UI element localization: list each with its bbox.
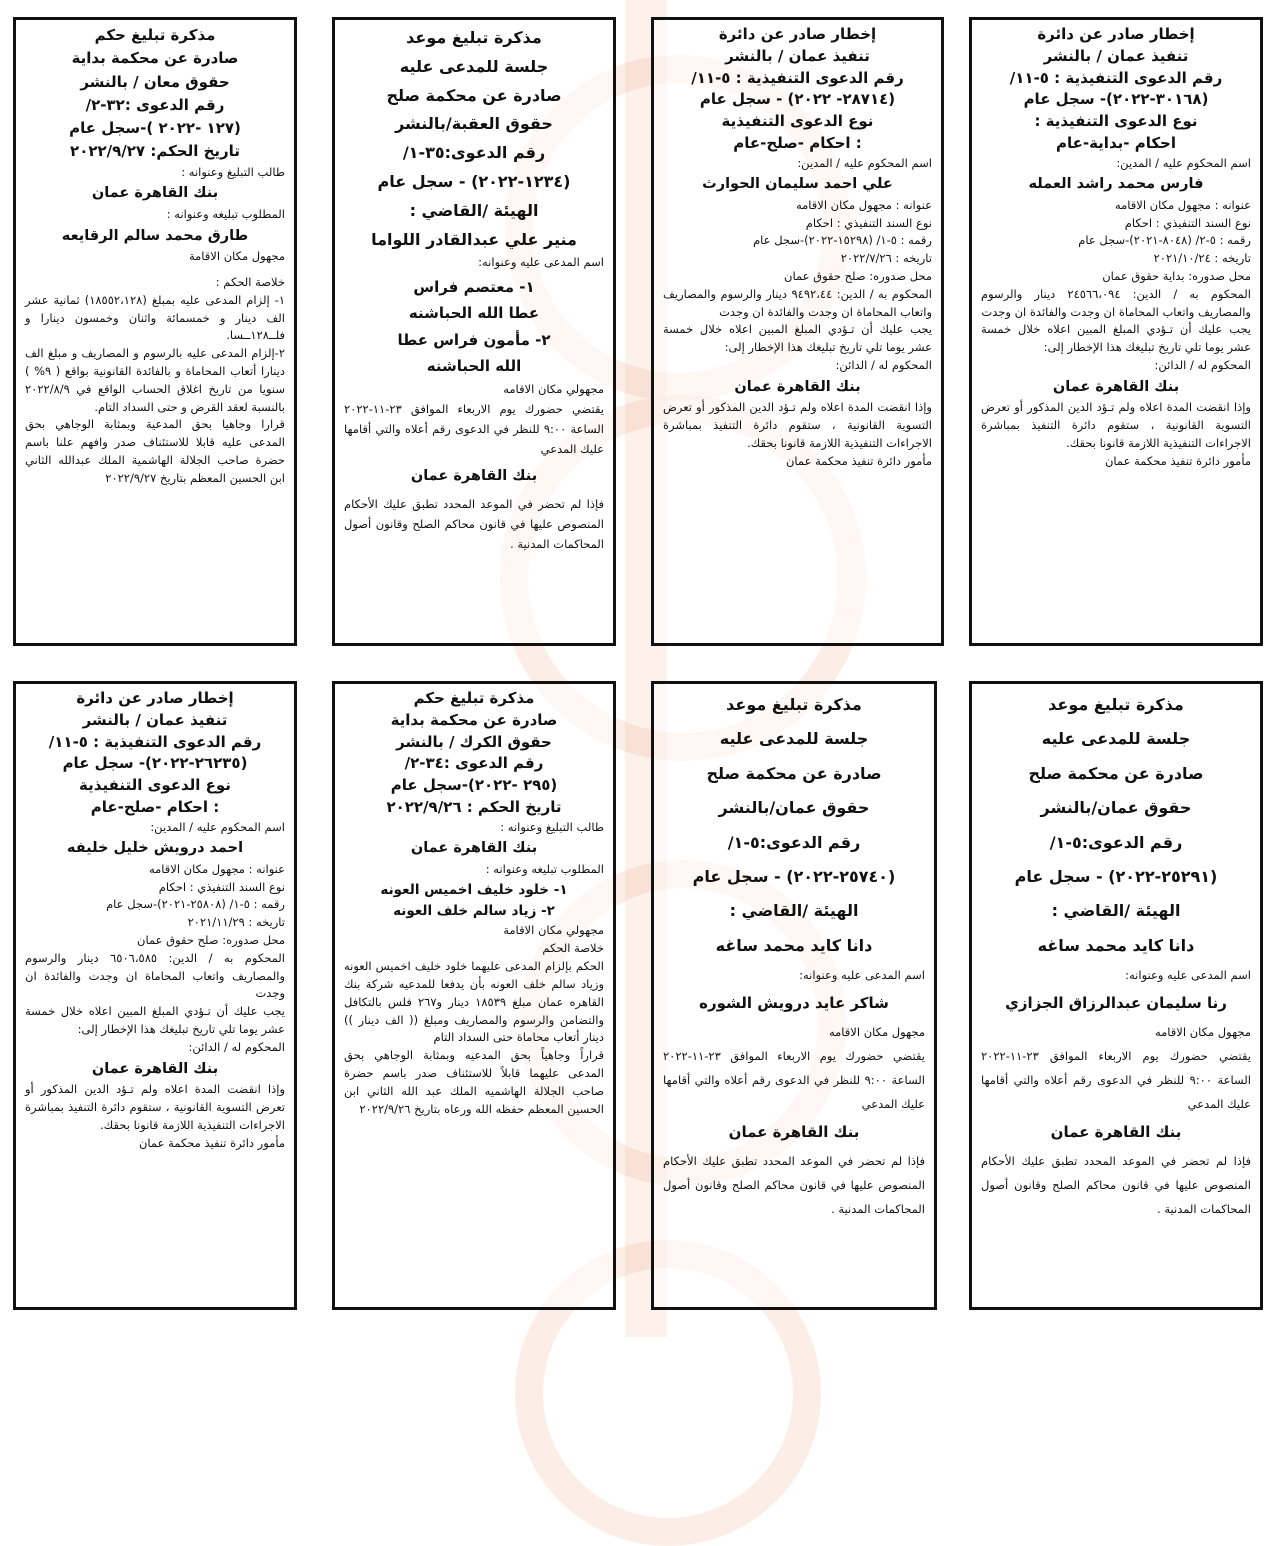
notice-heading: مذكرة تبليغ موعد جلسة للمدعى عليه صادرة عن محكمة صلح حقوق عمان/بالنشر رقم الدعوى:٥-١/ (٢٥٢٩١-٢٠٢٢) - سجل عام الهيئة /القاضي : دانا كايد محمد ساغه: [1014, 695, 1218, 955]
residence: مجهولي مكان الاقامه: [503, 382, 604, 397]
address: عنوانه : مجهول مكان الاقامه: [795, 197, 932, 212]
document-type: نوع السند التنفيذي : احكام: [158, 879, 285, 894]
debtor-label: اسم المحكوم عليه / المدين:: [797, 155, 932, 170]
plaintiff-name: بنك القاهرة عمان: [728, 1123, 860, 1142]
hearing-notice-panel: [969, 681, 1263, 1310]
document-date: تاريخه : ٢٠٢١/١١/٢٩: [187, 915, 285, 930]
document-date: تاريخه : ٢٠٢٢/٧/٢٦: [840, 251, 932, 266]
residence: مجهول مكان الاقامه: [1154, 1024, 1251, 1039]
warning-text: وإذا انقضت المدة اعلاه ولم تـؤد الدين المذكور أو تعرض التسوية القانونية ، ستقوم دائرة التنفيذ بمباشرة الاجراءات التنفيذية اللازمة قانونا بحقك.: [25, 1082, 285, 1132]
document-number: رقمه : ٥-١/ (٢٥٨٠٨-٢٠٢١)-سجل عام: [106, 897, 285, 912]
officer-signature: مأمور دائرة تنفيذ محكمة عمان: [1104, 453, 1251, 468]
creditor-label: المحكوم له / الدائن:: [1154, 358, 1251, 373]
requester-label: طالب التبليغ وعنوانه :: [500, 819, 604, 834]
closing-text: فإذا لم تحضر في الموعد المحدد تطبق عليك الأحكام المنصوص عليها في قانون محاكم الصلح وقانون أصول المحاكمات المدنية .: [663, 1153, 925, 1217]
hearing-text: يقتضي حضورك يوم الاربعاء الموافق ٢٣-١١-٢٠٢٢ الساعة ٩:٠٠ للنظر في الدعوى رقم أعلاه والتي أقامها عليك المدعي: [981, 1048, 1251, 1112]
issuing-court: محل صدوره: صلح حقوق عمان: [784, 269, 932, 284]
amount-text: المحكوم به / الدين: ٦٥٠٦،٥٨٥ دينار والرسوم والمصاريف واتعاب المحاماة ان وجدت والفائدة ان وجدت: [25, 950, 285, 1001]
defendant-label: اسم المدعى عليه وعنوانه:: [799, 968, 925, 983]
target-label: المطلوب تبليغه وعنوانه :: [166, 206, 285, 221]
defendant-names: ١- معتصم فراس عطا الله الحباشنه ٢- مأمون فراس عطا الله الحباشنه: [397, 278, 551, 375]
defendant-name: رنا سليمان عبدالرزاق الجزازي: [1005, 994, 1227, 1013]
verdict-text: قرارا وجاهيا بحق المدعية وبمثابة الوجاهي بحق المدعى عليه قابلا للاستئناف صدر وافهم علنا باسم حضرة صاحب الجلالة الهاشمية الملك عبدالله الثاني ابن الحسين المعظم بتاريخ ٢٠٢٢/٩/٢٧: [25, 417, 285, 485]
summary-text: الحكم بإلزام المدعى عليهما خلود خليف اخميس العونه وزياد سالم خلف العونه بأن يدفعا للمدعيه شركة بنك القاهره عمان مبلغ ١٨٥٣٩ دينار و٢٦٧ فلس بالتكافل والتضامن والرسوم والمصاريف ومبلغ (( الف دينار )) دينار أتعاب محاماة حتى السداد التام: [344, 959, 604, 1045]
document-number: رقمه : ٥-٢/ (٨٠٤٨-٢٠٢١)-سجل عام: [1078, 233, 1251, 248]
target-name: طارق محمد سالم الرقايعه: [61, 227, 249, 244]
debtor-name: علي احمد سليمان الحوارث: [702, 176, 893, 193]
target-names: ١- خلود خليف اخميس العونه ٢- زياد سالم خلف العونه: [380, 881, 568, 919]
execution-notice-panel: [969, 17, 1263, 646]
document-type: نوع السند التنفيذي : احكام: [805, 215, 932, 230]
notice-heading: مذكرة تبليغ موعد جلسة للمدعى عليه صادرة عن محكمة صلح حقوق عمان/بالنشر رقم الدعوى:٥-١/ (٢٥٧٤٠-٢٠٢٢) - سجل عام الهيئة /القاضي : دانا كايد محمد ساغه: [692, 695, 896, 955]
debtor-label: اسم المحكوم عليه / المدين:: [1116, 155, 1251, 170]
notice-heading: مذكرة تبليغ حكم صادرة عن محكمة بداية حقوق الكرك / بالنشر رقم الدعوى :٣٤-٢/ (٢٩٥ -٢٠٢٢)-سجل عام تاريخ الحكم : ٢٠٢٢/٩/٢٦: [386, 689, 562, 816]
execution-notice-panel: [13, 681, 297, 1310]
officer-signature: مأمور دائرة تنفيذ محكمة عمان: [785, 453, 932, 468]
residence: مجهولي مكان الاقامة: [503, 923, 604, 938]
document-date: تاريخه : ٢٠٢١/١٠/٢٤: [1153, 251, 1251, 266]
officer-signature: مأمور دائرة تنفيذ محكمة عمان: [138, 1135, 285, 1150]
hearing-text: يقتضي حضورك يوم الاربعاء الموافق ٢٣-١١-٢٠٢٢ الساعة ٩:٠٠ للنظر في الدعوى رقم أعلاه والتي أقامها عليك المدعي: [344, 402, 604, 457]
notice-heading: إخطار صادر عن دائرة تنفيذ عمان / بالنشر رقم الدعوى التنفيذية : ٥-١١/ (٢٨٧١٤- ٢٠٢٢) - سجل عام نوع الدعوى التنفيذية : احكام -صلح-عام: [691, 25, 904, 152]
judgment-notice-panel: [332, 681, 616, 1310]
warning-text: وإذا انقضت المدة اعلاه ولم تـؤد الدين المذكور أو تعرض التسوية القانونية ، ستقوم دائرة التنفيذ بمباشرة الاجراءات التنفيذية اللازمة قانونا بحقك.: [981, 400, 1251, 450]
notice-heading: إخطار صادر عن دائرة تنفيذ عمان / بالنشر رقم الدعوى التنفيذية : ٥-١١/ (٢٦٢٣٥-٢٠٢٢)- سجل عام نوع الدعوى التنفيذية : احكام -صلح-عام: [48, 689, 262, 816]
amount-text: المحكوم به / الدين: ٢٤٥٦٦،٠٩٤ دينار والرسوم والمصاريف واتعاب المحاماة ان وجدت والفائدة ان وجدت: [981, 286, 1251, 319]
requester-name: بنك القاهرة عمان: [91, 185, 219, 202]
document-number: رقمه : ٥-١/ (١٥٢٩٨-٢٠٢٢)-سجل عام: [753, 233, 932, 248]
plaintiff-name: بنك القاهرة عمان: [410, 468, 538, 485]
warning-text: وإذا انقضت المدة اعلاه ولم تـؤد الدين المذكور أو تعرض التسوية القانونية ، ستقوم دائرة التنفيذ بمباشرة الاجراءات التنفيذية اللازمة قانونا بحقك.: [663, 400, 932, 450]
payment-instruction: يجب عليك أن تـؤدي المبلغ المبين اعلاه خلال خمسة عشر يوما تلي تاريخ تبليغك هذا الإخطار إلى:: [25, 1004, 285, 1037]
residence: مجهول مكان الاقامة: [188, 249, 285, 264]
plaintiff-name: بنك القاهرة عمان: [1050, 1123, 1182, 1142]
summary-label: خلاصة الحكم: [542, 941, 604, 956]
debtor-label: اسم المحكوم عليه / المدين:: [150, 819, 285, 834]
address: عنوانه : مجهول مكان الاقامه: [1114, 197, 1251, 212]
payment-instruction: يجب عليك أن تـؤدي المبلغ المبين اعلاه خلال خمسة عشر يوما تلي تاريخ تبليغك هذا الإخطار إلى:: [663, 322, 932, 355]
document-type: نوع السند التنفيذي : احكام: [1124, 215, 1251, 230]
amount-text: المحكوم به / الدين: ٩٤٩٢،٤٤ دينار والرسوم والمصاريف واتعاب المحاماة ان وجدت والفائدة ان وجدت: [663, 286, 932, 319]
closing-text: فإذا لم تحضر في الموعد المحدد تطبق عليك الأحكام المنصوص عليها في قانون محاكم الصلح وقانون أصول المحاكمات المدنية .: [344, 496, 604, 552]
requester-name: بنك القاهرة عمان: [410, 840, 538, 857]
summary-item-2: ٢-إلزام المدعى عليه بالرسوم و المصاريف و مبلغ الف دينارا أتعاب المحاماة و بالفائدة القانونية بواقع ( ٩% ) سنويا من تاريخ اغلاق الحساب الواقع في ٢٠٢٢/٨/٩ بالنسبة لعقد القرض و حتى السداد التام.: [25, 346, 285, 414]
notice-heading: إخطار صادر عن دائرة تنفيذ عمان / بالنشر رقم الدعوى التنفيذية : ٥-١١/ (٣٠١٦٨-٢٠٢٢)- سجل عام نوع الدعوى التنفيذية : احكام -بداية-عام: [1009, 25, 1223, 152]
execution-notice-panel: [651, 17, 944, 646]
creditor-label: المحكوم له / الدائن:: [188, 1039, 285, 1054]
creditor-name: بنك القاهرة عمان: [91, 1060, 219, 1077]
address: عنوانه : مجهول مكان الاقامه: [148, 861, 285, 876]
summary-label: خلاصة الحكم :: [215, 274, 285, 289]
defendant-name: شاكر عايد درويش الشوره: [699, 994, 889, 1013]
notice-heading: مذكرة تبليغ حكم صادرة عن محكمة بداية حقوق معان / بالنشر رقم الدعوى :٣٢-٢/ (١٢٧ -٢٠٢٢ )-سجل عام تاريخ الحكم: ٢٠٢٢/٩/٢٧: [69, 26, 241, 161]
hearing-notice-panel: [651, 681, 937, 1310]
closing-text: فإذا لم تحضر في الموعد المحدد تطبق عليك الأحكام المنصوص عليها في قانون محاكم الصلح وقانون أصول المحاكمات المدنية .: [981, 1153, 1251, 1217]
issuing-court: محل صدوره: بداية حقوق عمان: [1102, 269, 1251, 284]
defendant-label: اسم المدعى عليه وعنوانه:: [1125, 968, 1251, 983]
notice-heading: مذكرة تبليغ موعد جلسة للمدعى عليه صادرة عن محكمة صلح حقوق العقبة/بالنشر رقم الدعوى:٣٥-١/ (١٢٣٤-٢٠٢٢) - سجل عام الهيئة /القاضي : منير علي عبدالقادر اللواما: [371, 28, 577, 249]
payment-instruction: يجب عليك أن تـؤدي المبلغ المبين اعلاه خلال خمسة عشر يوما تلي تاريخ تبليغك هذا الإخطار إلى:: [981, 322, 1251, 355]
summary-item-1: ١- إلزام المدعى عليه بمبلغ (١٨٥٥٢،١٢٨) ثمانية عشر الف دينار و خمسمائة واثنان وخمسون دينارا و فلــ١٢٨ــسا.: [25, 292, 286, 343]
debtor-name: فارس محمد راشد العمله: [1028, 176, 1204, 193]
issuing-court: محل صدوره: صلح حقوق عمان: [137, 933, 285, 948]
target-label: المطلوب تبليغه وعنوانه :: [485, 861, 604, 876]
creditor-name: بنك القاهرة عمان: [1052, 378, 1180, 395]
verdict-text: قراراً وجاهياً بحق المدعيه وبمثابة الوجاهي بحق المدعى عليهما قابلاً للاستئناف صدر باسم حضرة صاحب الجلالة الهاشميه الملك عبد الله الثاني ابن الحسين المعظم حفظه الله ورعاه بتاريخ ٢٠٢٢/٩/٢٦: [344, 1048, 604, 1116]
hearing-text: يقتضي حضورك يوم الاربعاء الموافق ٢٣-١١-٢٠٢٢ الساعة ٩:٠٠ للنظر في الدعوى رقم أعلاه والتي أقامها عليك المدعي: [663, 1048, 925, 1112]
defendant-label: اسم المدعى عليه وعنوانه:: [478, 255, 604, 270]
hearing-notice-panel: [332, 17, 616, 646]
creditor-name: بنك القاهرة عمان: [734, 378, 861, 395]
judgment-notice-panel: [13, 17, 297, 646]
requester-label: طالب التبليغ وعنوانه :: [181, 164, 285, 179]
residence: مجهول مكان الاقامه: [828, 1024, 925, 1039]
creditor-label: المحكوم له / الدائن:: [835, 358, 932, 373]
debtor-name: احمد درويش خليل خليفه: [66, 840, 244, 857]
